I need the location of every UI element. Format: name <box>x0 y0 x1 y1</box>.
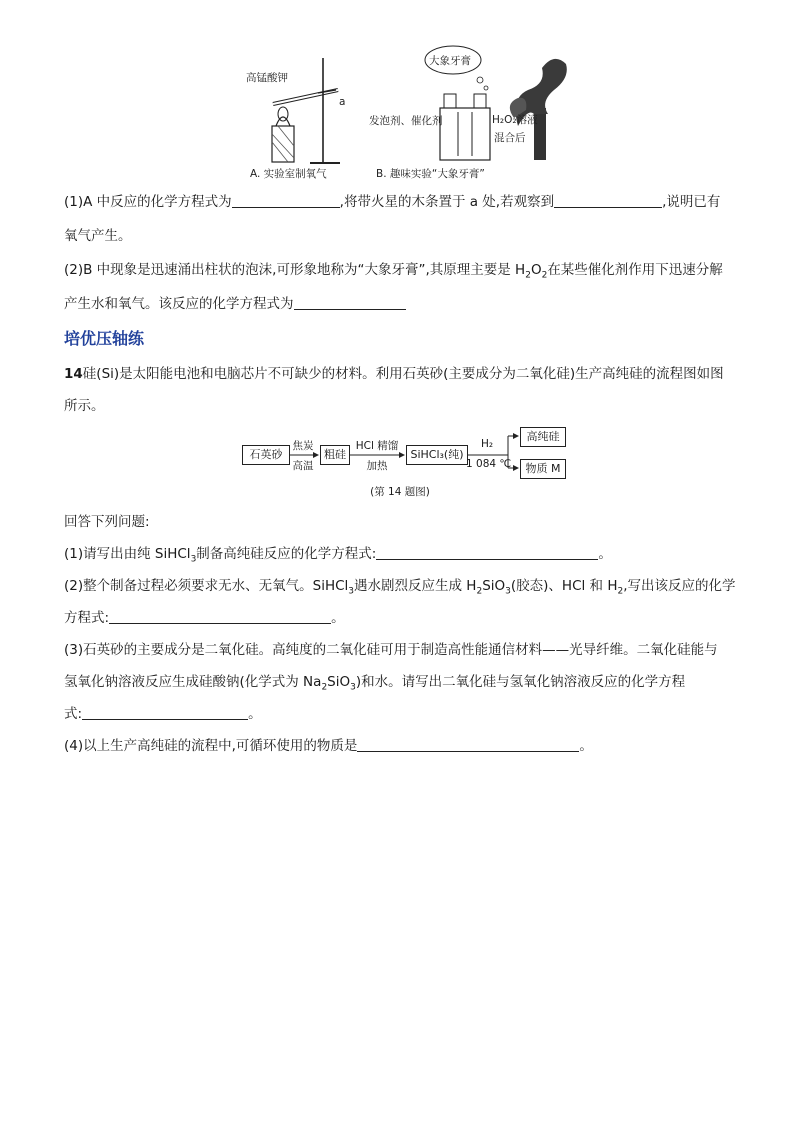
q14-sub2-line1: (2)整个制备过程必须要求无水、无氧气。SiHCl$_3$遇水剧烈反应生成 $H_2SiO_3$(胶态)、HCl 和 $H_2$,写出该反应的化学 <box>64 578 736 597</box>
period: 。 <box>598 546 612 562</box>
answer-blank[interactable] <box>232 193 340 208</box>
caption-a: A. 实验室制氧气 <box>250 168 327 180</box>
q14-text: 氢氧化钠溶液反应生成硅酸钠(化学式为 Na <box>64 674 322 690</box>
q14-sub4 <box>64 736 593 756</box>
flow-step1-top: 焦炭 <box>292 440 314 452</box>
caption-b: B. 趣味实验“大象牙膏” <box>376 168 485 180</box>
flow-box-substance-m: 物质 M <box>520 459 566 479</box>
label-foaming-agent: 发泡剂、催化剂 <box>369 115 443 127</box>
q13-text: ,说明已有 <box>662 194 721 210</box>
flow-step2-top: HCl 精馏 <box>355 440 399 452</box>
label-mixed: 混合后 <box>494 132 526 144</box>
period: 。 <box>579 738 593 754</box>
period: 。 <box>248 706 262 722</box>
q14-text: SiO <box>327 674 351 690</box>
flow-step1-bottom: 高温 <box>292 460 314 472</box>
q14-text: (胶态)、HCl 和 H <box>510 578 618 594</box>
answer-blank[interactable] <box>109 609 331 624</box>
q13-part1-line2: 氧气产生。 <box>64 228 132 244</box>
process-flowchart <box>240 422 570 502</box>
section-title: 培优压轴练 <box>64 329 145 348</box>
q14-text: (4)以上生产高纯硅的流程中,可循环使用的物质是 <box>64 738 358 754</box>
flow-box-pure-silicon: 高纯硅 <box>520 427 566 447</box>
experiment-figure <box>228 38 568 188</box>
q14-sub1: (1)请写出由纯 SiHCl$_3$制备高纯硅反应的化学方程式: 。 <box>64 546 612 565</box>
q13-part2-line2 <box>64 294 406 314</box>
flow-step3-bottom: 1 084 ℃ <box>466 458 512 470</box>
q14-intro-line1 <box>64 364 724 384</box>
flow-step3-top: H₂ <box>480 438 494 450</box>
answer-blank[interactable] <box>82 705 248 720</box>
q14-sub3-line1: (3)石英砂的主要成分是二氧化硅。高纯度的二氧化硅可用于制造高性能通信材料——光导纤维。二氧化硅能与 <box>64 642 718 658</box>
flow-box-crude-silicon: 粗硅 <box>320 445 350 465</box>
label-kmno4: 高锰酸钾 <box>246 72 288 84</box>
answer-blank[interactable] <box>357 737 579 752</box>
q14-sub2-line2 <box>64 608 345 628</box>
q14-text: SiO <box>482 578 506 594</box>
flow-box-quartz-sand: 石英砂 <box>242 445 290 465</box>
q14-text: 制备高纯硅反应的化学方程式: <box>196 546 377 562</box>
q14-answer-prompt: 回答下列问题: <box>64 514 150 530</box>
period: 。 <box>331 610 345 626</box>
q14-text: (1)请写出由纯 SiHCl <box>64 546 191 562</box>
q13-text: 产生水和氧气。该反应的化学方程式为 <box>64 296 294 312</box>
q14-text: 遇水剧烈反应生成 H <box>354 578 477 594</box>
q14-text: (2)整个制备过程必须要求无水、无氧气。SiHCl <box>64 578 349 594</box>
label-h2o2: H₂O₂溶液 <box>492 114 538 126</box>
q13-part2-line1: (2)B 中现象是迅速涌出柱状的泡沫,可形象地称为“大象牙膏”,其原理主要是 $H_2O_2$在某些催化剂作用下迅速分解 <box>64 262 723 281</box>
label-elephant-toothpaste-bubble: 大象牙膏 <box>429 55 471 67</box>
answer-blank[interactable] <box>294 295 406 310</box>
q13-text: O <box>530 262 542 278</box>
q14-text: 式: <box>64 706 83 722</box>
answer-blank[interactable] <box>376 545 598 560</box>
flow-step2-bottom: 加热 <box>366 460 388 472</box>
question-number: 14 <box>64 366 83 382</box>
answer-blank[interactable] <box>554 193 662 208</box>
label-point-a: a <box>339 96 346 108</box>
flow-caption: (第 14 题图) <box>370 486 430 498</box>
q14-intro-line2: 所示。 <box>64 398 105 414</box>
flow-box-sihcl3: SiHCl₃(纯) <box>406 445 468 465</box>
q14-text: ,写出该反应的化学 <box>623 578 736 594</box>
q13-text: (1)A 中反应的化学方程式为 <box>64 194 232 210</box>
q13-part1-line1 <box>64 192 720 212</box>
q14-sub3-line2: 氢氧化钠溶液反应生成硅酸钠(化学式为 $Na_2SiO_3$)和水。请写出二氧化硅与氢氧化钠溶液反应的化学方程 <box>64 674 686 693</box>
q13-text: ,将带火星的木条置于 a 处,若观察到 <box>339 194 555 210</box>
q13-text: (2)B 中现象是迅速涌出柱状的泡沫,可形象地称为“大象牙膏”,其原理主要是 H <box>64 262 526 278</box>
q14-text: 方程式: <box>64 610 110 626</box>
q14-text: 硅(Si)是太阳能电池和电脑芯片不可缺少的材料。利用石英砂(主要成分为二氧化硅)生产高纯硅的流程图如图 <box>82 366 724 382</box>
q13-text: 在某些催化剂作用下迅速分解 <box>547 262 723 278</box>
q14-text: )和水。请写出二氧化硅与氢氧化钠溶液反应的化学方程 <box>355 674 686 690</box>
q14-sub3-line3 <box>64 704 262 724</box>
